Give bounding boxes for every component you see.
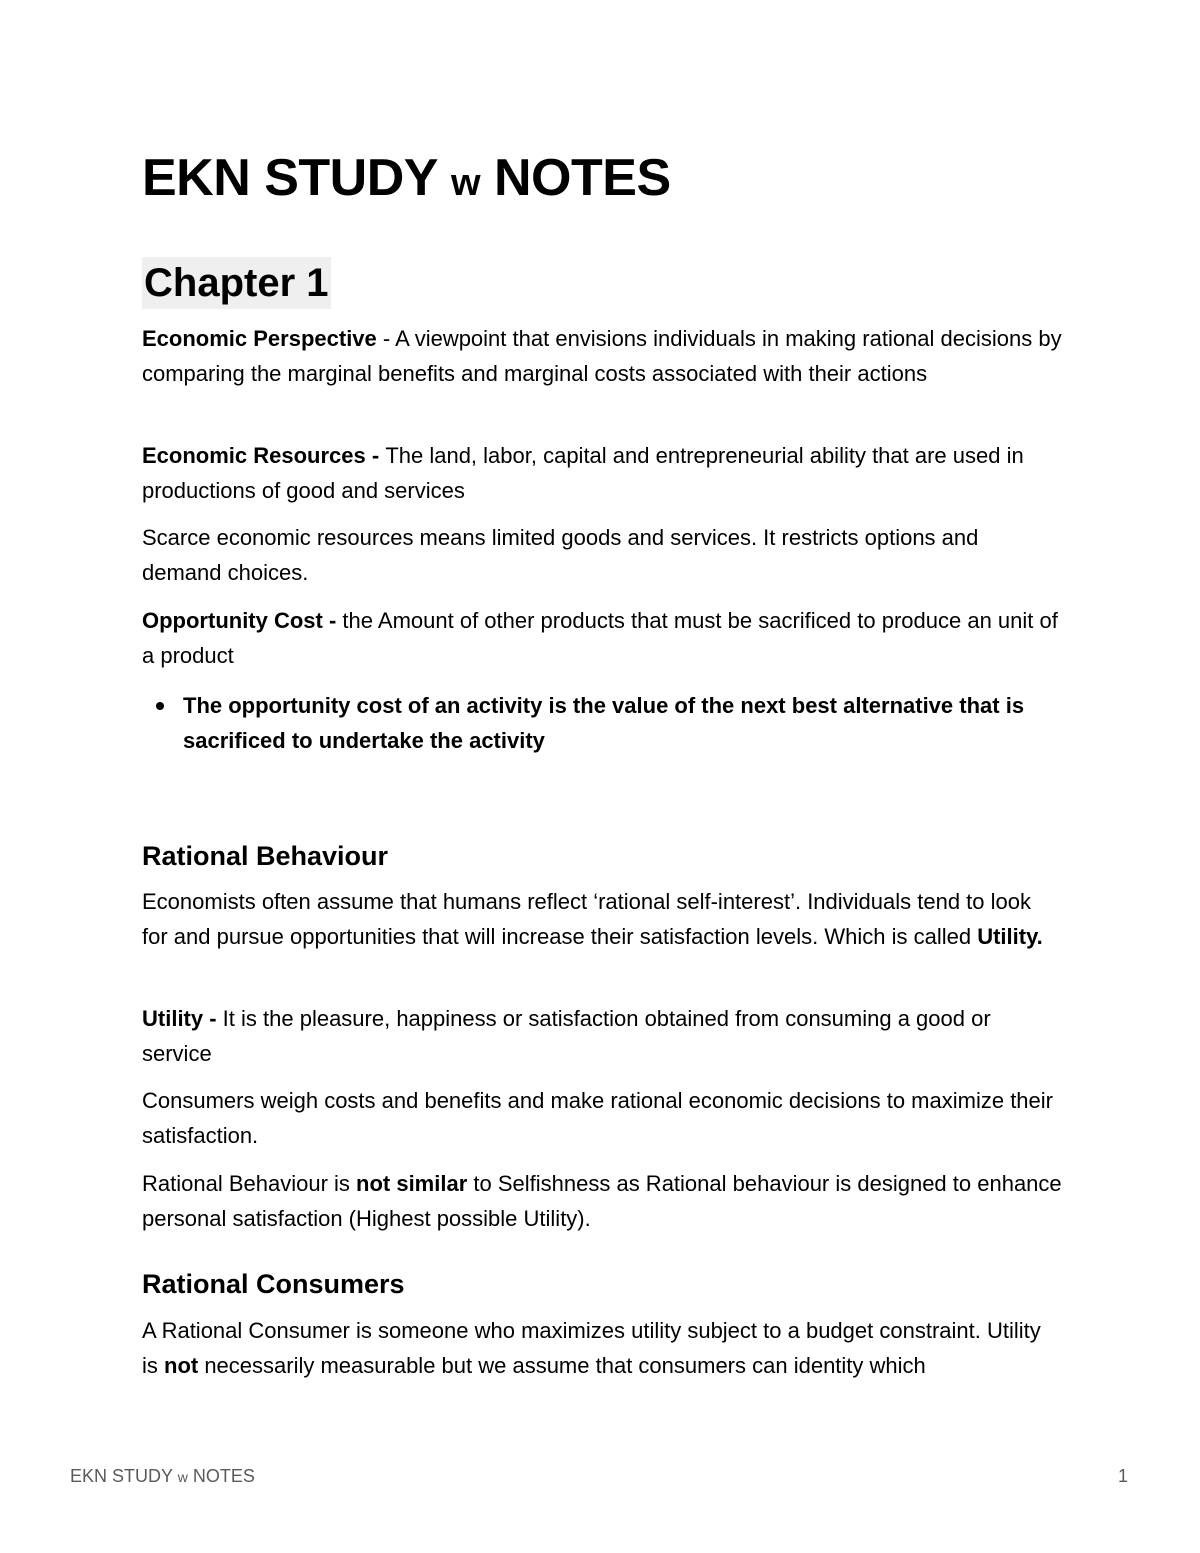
rational-selfish-b: to Selfishness as Rational behaviour is designed to enhance personal satisfaction (Highest possible Utility). xyxy=(142,1171,1062,1231)
footer-w: w xyxy=(177,1469,188,1485)
paragraph-utility xyxy=(142,1001,1062,1071)
economists-text: Economists often assume that humans reflect ‘rational self-interest’. Individuals tend to look for and pursue opportunities that will increase their satisfaction levels. Which is called xyxy=(142,889,1032,949)
economists-bold: Utility. xyxy=(977,924,1043,949)
paragraph-opportunity-cost xyxy=(142,603,1062,673)
rational-consumer-a: A Rational Consumer is someone who maximizes utility subject to a budget constraint. Utility is xyxy=(142,1318,1041,1378)
title-w: w xyxy=(450,162,481,204)
term-utility: Utility - xyxy=(142,1006,223,1031)
bullet-text: The opportunity cost of an activity is the value of the next best alternative that is sacrificed to undertake the activity xyxy=(183,693,1025,753)
paragraph-scarce-resources: Scarce economic resources means limited goods and services. It restricts options and demand choices. xyxy=(142,525,979,585)
list-item xyxy=(142,688,1062,758)
definition-opportunity-cost: the Amount of other products that must be sacrificed to produce an unit of a product xyxy=(142,608,1058,668)
title-part1: EKN STUDY xyxy=(142,149,451,207)
footer-title xyxy=(70,1466,255,1487)
term-economic-perspective: Economic Perspective xyxy=(142,326,377,351)
paragraph-economic-resources xyxy=(142,438,1062,508)
definition-economic-resources: The land, labor, capital and entrepreneurial ability that are used in productions of good and services xyxy=(142,443,1024,503)
definition-utility: It is the pleasure, happiness or satisfaction obtained from consuming a good or service xyxy=(142,1006,991,1066)
paragraph-economists xyxy=(142,884,1062,954)
rational-consumer-bold: not xyxy=(164,1353,199,1378)
heading-rational-behaviour: Rational Behaviour xyxy=(142,841,389,871)
rational-consumer-b: necessarily measurable but we assume that consumers can identity which xyxy=(198,1353,926,1378)
footer-part1: EKN STUDY xyxy=(70,1466,178,1486)
heading-rational-consumers: Rational Consumers xyxy=(142,1269,405,1299)
definition-economic-perspective: - A viewpoint that envisions individuals in making rational decisions by comparing the marginal benefits and marginal costs associated with their actions xyxy=(142,326,1062,386)
paragraph-rational-vs-selfish xyxy=(142,1166,1062,1236)
rational-selfish-a: Rational Behaviour is xyxy=(142,1171,357,1196)
bullet-dot-icon xyxy=(156,702,164,710)
paragraph-consumers-weigh: Consumers weigh costs and benefits and make rational economic decisions to maximize their satisfaction. xyxy=(142,1088,1053,1148)
title-part2: NOTES xyxy=(480,149,671,207)
page-number: 1 xyxy=(1118,1466,1129,1486)
document-title xyxy=(142,147,671,214)
rational-selfish-bold: not similar xyxy=(356,1171,468,1196)
chapter-heading: Chapter 1 xyxy=(142,257,331,309)
paragraph-rational-consumer xyxy=(142,1313,1062,1383)
term-economic-resources: Economic Resources - xyxy=(142,443,386,468)
footer-part2: NOTES xyxy=(187,1466,255,1486)
paragraph-economic-perspective xyxy=(142,321,1062,391)
term-opportunity-cost: Opportunity Cost - xyxy=(142,608,343,633)
